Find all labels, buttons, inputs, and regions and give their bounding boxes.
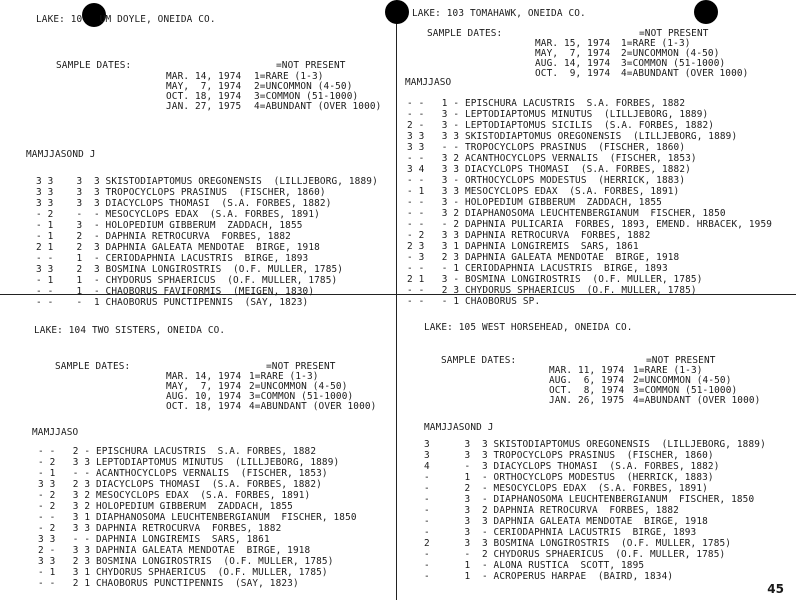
- species-row: - - 2 CHYDORUS SPHAERICUS (O.F. MULLER, 1785): [424, 549, 726, 560]
- legend-rare: 1=RARE (1-3): [254, 71, 324, 82]
- sample-date: MAY, 7, 1974: [166, 381, 242, 392]
- species-row: 3 3 3 SKISTODIAPTOMUS OREGONENSIS (LILLJEBORG, 1889): [424, 439, 766, 450]
- species-row: - 1 1 - CHYDORUS SPHAERICUS (O.F. MULLER, 1785): [36, 275, 338, 286]
- species-row: - 3 2 3 DAPHNIA GALEATA MENDOTAE BIRGE, 1918: [407, 252, 680, 263]
- species-row: - - 3 1 DIAPHANOSOMA LEUCHTENBERGIANUM FISCHER, 1850: [38, 512, 357, 523]
- legend-rare: 1=RARE (1-3): [249, 371, 319, 382]
- sample-date: JAN. 27, 1975: [166, 101, 242, 112]
- species-row: 3 3 2 3 DIACYCLOPS THOMASI (S.A. FORBES, 1882): [38, 479, 322, 490]
- species-row: - - 1 - CERIODAPHNIA LACUSTRIS BIRGE, 1893: [36, 253, 309, 264]
- species-row: - - 2 1 CHAOBORUS PUNCTIPENNIS (SAY, 1823): [38, 578, 299, 589]
- legend-common: 3=COMMON (51-1000): [249, 391, 354, 402]
- species-row: - 2 3 2 MESOCYCLOPS EDAX (S.A. FORBES, 1891): [38, 490, 311, 501]
- species-row: 2 1 3 - BOSMINA LONGIROSTRIS (O.F. MULLER, 1785): [407, 274, 703, 285]
- species-row: - 2 3 3 DAPHNIA RETROCURVA FORBES, 1882: [38, 523, 282, 534]
- species-row: - 1 3 3 MESOCYCLOPS EDAX (S.A. FORBES, 1891): [407, 186, 680, 197]
- legend-rare: 1=RARE (1-3): [633, 365, 703, 376]
- sample-date: MAR. 14, 1974: [166, 71, 242, 82]
- sample-date: MAR. 15, 1974: [535, 38, 611, 49]
- species-row: - - 3 - ORTHOCYCLOPS MODESTUS (HERRICK, 1883): [407, 175, 686, 186]
- species-row: 3 3 3 3 DIACYCLOPS THOMASI (S.A. FORBES, 1882): [36, 198, 332, 209]
- species-row: 3 3 3 3 SKISTODIAPTOMUS OREGONENSIS (LILLJEBORG, 1889): [36, 176, 378, 187]
- sample-date: OCT. 8, 1974: [549, 385, 625, 396]
- legend-abundant: 4=ABUNDANT (OVER 1000): [621, 68, 749, 79]
- vertical-page-divider: [396, 0, 397, 600]
- species-row: 3 3 3 3 SKISTODIAPTOMUS OREGONENSIS (LILLJEBORG, 1889): [407, 131, 738, 142]
- punch-hole-right: [694, 0, 718, 24]
- species-row: 3 3 3 3 TROPOCYCLOPS PRASINUS (FISCHER, 1860): [36, 187, 326, 198]
- species-row: - - 2 - EPISCHURA LACUSTRIS S.A. FORBES, 1882: [38, 446, 317, 457]
- legend-not-present: =NOT PRESENT: [276, 60, 346, 71]
- species-row: 3 3 - - TROPOCYCLOPS PRASINUS (FISCHER, 1860): [407, 142, 686, 153]
- lake-title: LAKE: 104 TWO SISTERS, ONEIDA CO.: [34, 325, 226, 336]
- species-row: - - - 1 CHAOBORUS SP.: [407, 296, 541, 307]
- legend-not-present: =NOT PRESENT: [639, 28, 709, 39]
- species-row: 3 4 3 3 DIACYCLOPS THOMASI (S.A. FORBES, 1882): [407, 164, 691, 175]
- species-row: 3 3 2 3 BOSMINA LONGIROSTRIS (O.F. MULLER, 1785): [36, 264, 344, 275]
- legend-uncommon: 2=UNCOMMON (4-50): [254, 81, 353, 92]
- sample-dates-label: SAMPLE DATES:: [427, 28, 503, 39]
- lake-title: LAKE: 105 WEST HORSEHEAD, ONEIDA CO.: [424, 322, 633, 333]
- species-row: - 3 - DIAPHANOSOMA LEUCHTENBERGIANUM FISCHER, 1850: [424, 494, 755, 505]
- legend-common: 3=COMMON (51-1000): [254, 91, 359, 102]
- legend-uncommon: 2=UNCOMMON (4-50): [249, 381, 348, 392]
- species-row: - - 2 3 CHYDORUS SPHAERICUS (O.F. MULLER, 1785): [407, 285, 697, 296]
- sample-date: AUG. 10, 1974: [166, 391, 242, 402]
- legend-not-present: =NOT PRESENT: [266, 361, 336, 372]
- sample-date: MAR. 11, 1974: [549, 365, 625, 376]
- legend-uncommon: 2=UNCOMMON (4-50): [621, 48, 720, 59]
- legend-abundant: 4=ABUNDANT (OVER 1000): [633, 395, 761, 406]
- species-row: 4 - 3 DIACYCLOPS THOMASI (S.A. FORBES, 1882): [424, 461, 720, 472]
- species-row: 3 3 2 3 BOSMINA LONGIROSTRIS (O.F. MULLER, 1785): [38, 556, 334, 567]
- punch-hole-center: [385, 0, 409, 24]
- species-row: 3 3 3 TROPOCYCLOPS PRASINUS (FISCHER, 1860): [424, 450, 714, 461]
- lake-title: LAKE: 103 TOMAHAWK, ONEIDA CO.: [412, 8, 586, 19]
- legend-common: 3=COMMON (51-1000): [621, 58, 726, 69]
- species-row: 2 - 3 - LEPTODIAPTOMUS SICILIS (S.A. FORBES, 1882): [407, 120, 715, 131]
- species-row: - 2 3 3 LEPTODIAPTOMUS MINUTUS (LILLJEBORG, 1889): [38, 457, 340, 468]
- species-row: - 1 - ACROPERUS HARPAE (BAIRD, 1834): [424, 571, 674, 582]
- species-row: 2 3 3 1 DAPHNIA LONGIREMIS SARS, 1861: [407, 241, 639, 252]
- lake-title: LAKE: 10 UM DOYLE, ONEIDA CO.: [36, 14, 216, 25]
- sample-date: MAY, 7, 1974: [166, 81, 242, 92]
- sample-dates-label: SAMPLE DATES:: [56, 60, 132, 71]
- month-header: MAMJJASO: [405, 77, 452, 88]
- species-row: - 1 3 1 CHYDORUS SPHAERICUS (O.F. MULLER, 1785): [38, 567, 328, 578]
- species-row: - 3 3 DAPHNIA GALEATA MENDOTAE BIRGE, 1918: [424, 516, 708, 527]
- legend-common: 3=COMMON (51-1000): [633, 385, 738, 396]
- species-row: - - 3 - LEPTODIAPTOMUS MINUTUS (LILLJEBORG, 1889): [407, 109, 709, 120]
- species-row: - 2 3 3 DAPHNIA RETROCURVA FORBES, 1882: [407, 230, 651, 241]
- species-row: - - - 1 CHAOBORUS PUNCTIPENNIS (SAY, 1823): [36, 297, 309, 308]
- sample-date: MAR. 14, 1974: [166, 371, 242, 382]
- species-row: - - 1 - CHAOBORUS FAVIFORMIS (MEIGEN, 1830): [36, 286, 315, 297]
- species-row: - 2 - MESOCYCLOPS EDAX (S.A. FORBES, 1891): [424, 483, 708, 494]
- legend-abundant: 4=ABUNDANT (OVER 1000): [254, 101, 382, 112]
- species-row: - - 3 2 ACANTHOCYCLOPS VERNALIS (FISCHER, 1853): [407, 153, 697, 164]
- species-row: - 2 - - MESOCYCLOPS EDAX (S.A. FORBES, 1891): [36, 209, 320, 220]
- species-row: 3 3 - - DAPHNIA LONGIREMIS SARS, 1861: [38, 534, 270, 545]
- species-row: - - 3 2 DIAPHANOSOMA LEUCHTENBERGIANUM FISCHER, 1850: [407, 208, 726, 219]
- month-header: MAMJJASO: [32, 427, 79, 438]
- species-row: - - - 2 DAPHNIA PULICARIA FORBES, 1893, EMEND. HRBACEK, 1959: [407, 219, 773, 230]
- species-row: - 1 3 - HOLOPEDIUM GIBBERUM ZADDACH, 1855: [36, 220, 303, 231]
- species-row: - 2 3 2 HOLOPEDIUM GIBBERUM ZADDACH, 1855: [38, 501, 293, 512]
- sample-date: MAY, 7, 1974: [535, 48, 611, 59]
- species-row: - 1 - ORTHOCYCLOPS MODESTUS (HERRICK, 1883): [424, 472, 714, 483]
- species-row: - - - 1 CERIODAPHNIA LACUSTRIS BIRGE, 1893: [407, 263, 668, 274]
- species-row: 2 3 3 BOSMINA LONGIROSTRIS (O.F. MULLER, 1785): [424, 538, 732, 549]
- species-row: - 1 - ALONA RUSTICA SCOTT, 1895: [424, 560, 645, 571]
- legend-abundant: 4=ABUNDANT (OVER 1000): [249, 401, 377, 412]
- month-header: MAMJJASOND J: [26, 149, 96, 160]
- sample-date: OCT. 9, 1974: [535, 68, 611, 79]
- species-row: - - 1 - EPISCHURA LACUSTRIS S.A. FORBES, 1882: [407, 98, 686, 109]
- sample-dates-label: SAMPLE DATES:: [55, 361, 131, 372]
- sample-date: AUG. 14, 1974: [535, 58, 611, 69]
- legend-not-present: =NOT PRESENT: [646, 355, 716, 366]
- sample-date: JAN. 26, 1975: [549, 395, 625, 406]
- legend-uncommon: 2=UNCOMMON (4-50): [633, 375, 732, 386]
- sample-dates-label: SAMPLE DATES:: [441, 355, 517, 366]
- species-row: - 3 - CERIODAPHNIA LACUSTRIS BIRGE, 1893: [424, 527, 697, 538]
- sample-date: OCT. 18, 1974: [166, 401, 242, 412]
- species-row: - 3 2 DAPHNIA RETROCURVA FORBES, 1882: [424, 505, 679, 516]
- species-row: - - 3 - HOLOPEDIUM GIBBERUM ZADDACH, 1855: [407, 197, 662, 208]
- sample-date: OCT. 18, 1974: [166, 91, 242, 102]
- month-header: MAMJJASOND J: [424, 422, 494, 433]
- species-row: 2 1 2 3 DAPHNIA GALEATA MENDOTAE BIRGE, 1918: [36, 242, 320, 253]
- species-row: - 1 2 - DAPHNIA RETROCURVA FORBES, 1882: [36, 231, 291, 242]
- species-row: 2 - 3 3 DAPHNIA GALEATA MENDOTAE BIRGE, 1918: [38, 545, 311, 556]
- species-row: - 1 - - ACANTHOCYCLOPS VERNALIS (FISCHER, 1853): [38, 468, 328, 479]
- sample-date: AUG. 6, 1974: [549, 375, 625, 386]
- page-number: 45: [767, 582, 784, 596]
- legend-rare: 1=RARE (1-3): [621, 38, 691, 49]
